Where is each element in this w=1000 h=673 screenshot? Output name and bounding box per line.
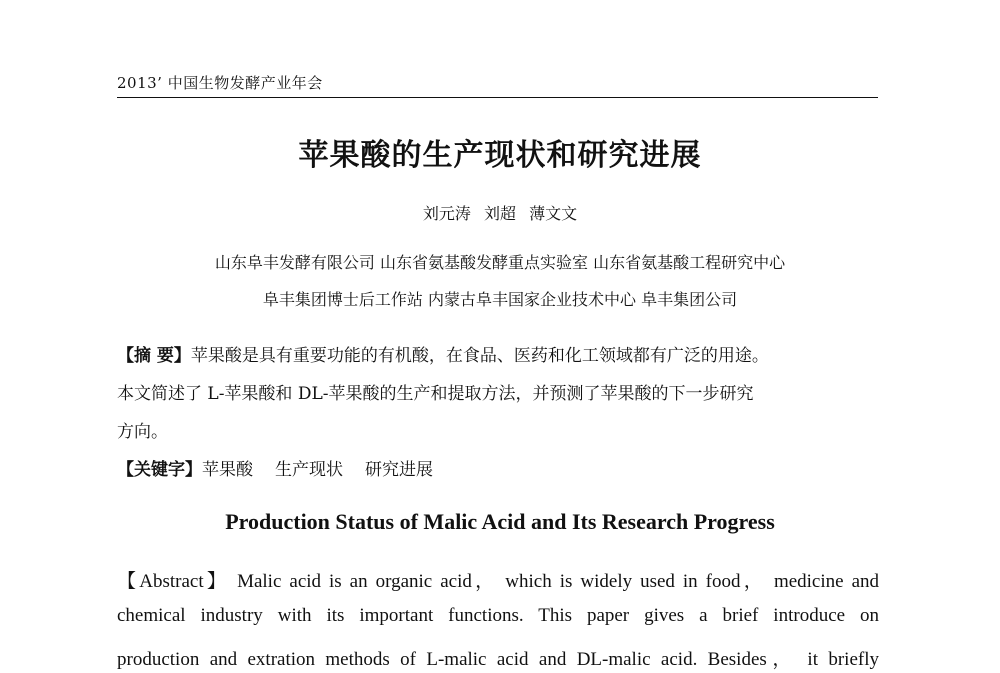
- keyword-item: 苹果酸: [202, 460, 253, 480]
- affiliation-line-1: 山东阜丰发酵有限公司 山东省氨基酸发酵重点实验室 山东省氨基酸工程研究中心: [214, 253, 786, 272]
- running-head: 2013’ 中国生物发酵产业年会: [117, 74, 323, 92]
- chinese-keywords: [117, 455, 433, 480]
- chinese-keywords-label: 【关键字】: [117, 460, 202, 480]
- english-abstract-label: 【Abstract】: [117, 571, 230, 592]
- author-list: 刘元涛 刘超 薄文文: [422, 204, 578, 223]
- english-abstract-line-1: [117, 566, 879, 593]
- english-abstract-line-3: production and extration methods of L-malic acid and DL-malic acid. Besides， it briefly: [117, 649, 879, 670]
- keyword-item: 研究进展: [365, 460, 433, 480]
- chinese-abstract-line-1: [117, 341, 879, 366]
- english-title: Production Status of Malic Acid and Its Research Progress: [225, 509, 775, 534]
- english-abstract-line-2: chemical industry with its important functions. This paper gives a brief introduce on: [117, 605, 879, 626]
- chinese-abstract-line-2: 本文简述了 L-苹果酸和 DL-苹果酸的生产和提取方法，并预测了苹果酸的下一步研究: [117, 384, 754, 404]
- header-rule: [117, 97, 878, 98]
- english-abstract-text: Malic acid is an organic acid， which is widely used in food， medicine and: [237, 571, 880, 592]
- chinese-abstract-text: 苹果酸是具有重要功能的有机酸，在食品、医药和化工领域都有广泛的用途。: [190, 346, 769, 366]
- chinese-abstract-line-3: 方向。: [117, 422, 168, 442]
- chinese-title: 苹果酸的生产现状和研究进展: [298, 138, 702, 173]
- keyword-item: 生产现状: [275, 460, 343, 480]
- affiliation-line-2: 阜丰集团博士后工作站 内蒙古阜丰国家企业技术中心 阜丰集团公司: [262, 290, 738, 309]
- chinese-abstract-label: 【摘 要】: [117, 346, 191, 366]
